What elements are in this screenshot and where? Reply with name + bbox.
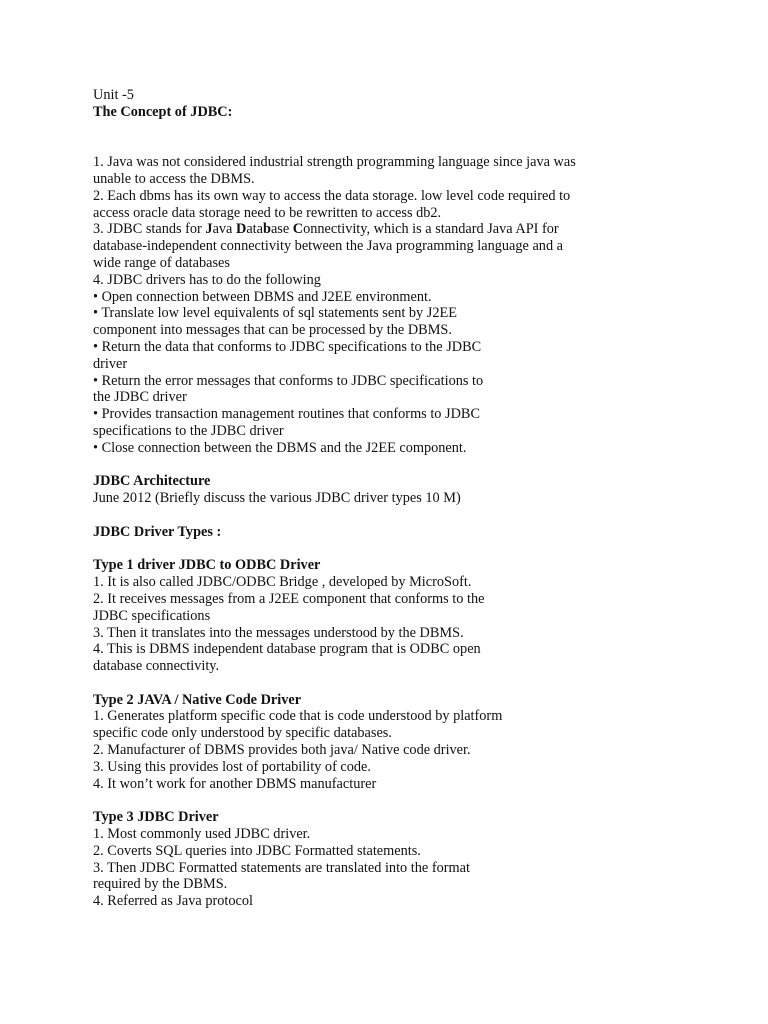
spacer	[93, 792, 653, 809]
type1-point-1: 1. It is also called JDBC/ODBC Bridge , developed by MicroSoft.	[93, 574, 472, 591]
spacer	[93, 675, 653, 692]
bullet-return-data-line-1: • Return the data that conforms to JDBC specifications to the JDBC	[93, 338, 482, 355]
type2-point-4: 4. It won’t work for another DBMS manufacturer	[93, 775, 377, 792]
concept-point-3-line-3: wide range of databases	[93, 254, 230, 271]
type1-point-2-line-1: 2. It receives messages from a J2EE component that conforms to the	[93, 590, 485, 607]
jdbc-word-ase: ase	[270, 221, 293, 238]
acronym-letter-j: J	[205, 221, 213, 238]
jdbc-definition-prefix: 3. JDBC stands for	[93, 221, 206, 238]
unit-label: Unit -5	[93, 87, 134, 103]
concept-point-3-line-2: database-independent connectivity between the Java programming language and a	[93, 238, 564, 255]
bullet-transactions-line-1: • Provides transaction management routines that conforms to JDBC	[93, 406, 480, 423]
concept-point-4: 4. JDBC drivers has to do the following	[93, 271, 321, 288]
type1-point-4-line-1: 4. This is DBMS independent database program that is ODBC open	[93, 641, 481, 658]
document-page	[93, 87, 653, 910]
type1-heading: Type 1 driver JDBC to ODBC Driver	[93, 557, 321, 574]
architecture-exam-note: June 2012 (Briefly discuss the various JDBC driver types 10 M)	[93, 490, 461, 507]
spacer	[93, 121, 653, 155]
jdbc-word-ata: ata	[246, 221, 263, 238]
bullet-return-errors-line-2: the JDBC driver	[93, 389, 187, 406]
bullet-translate-line-1: • Translate low level equivalents of sql statements sent by J2EE	[93, 305, 457, 322]
spacer	[93, 457, 653, 474]
page-title: The Concept of JDBC:	[93, 103, 233, 120]
jdbc-definition-suffix: onnectivity, which is a standard Java API for	[303, 221, 559, 238]
type2-point-2: 2. Manufacturer of DBMS provides both java/ Native code driver.	[93, 742, 471, 759]
acronym-letter-b: b	[262, 221, 271, 238]
type3-point-1: 1. Most commonly used JDBC driver.	[93, 826, 311, 843]
type1-point-3: 3. Then it translates into the messages understood by the DBMS.	[93, 624, 464, 641]
bullet-open-connection: • Open connection between DBMS and J2EE environment.	[93, 288, 432, 305]
acronym-letter-d: D	[235, 221, 247, 238]
bullet-close-connection: • Close connection between the DBMS and the J2EE component.	[93, 439, 467, 456]
type2-point-1-line-2: specific code only understood by specific databases.	[93, 725, 392, 742]
bullet-translate-line-2: component into messages that can be processed by the DBMS.	[93, 322, 452, 339]
type2-point-3: 3. Using this provides lost of portability of code.	[93, 758, 371, 775]
spacer	[93, 541, 653, 558]
bullet-return-errors-line-1: • Return the error messages that conforms to JDBC specifications to	[93, 372, 484, 389]
concept-point-2-line-1: 2. Each dbms has its own way to access the data storage. low level code required to	[93, 187, 571, 204]
type2-heading: Type 2 JAVA / Native Code Driver	[93, 691, 302, 708]
driver-types-heading: JDBC Driver Types :	[93, 523, 222, 540]
type2-point-1-line-1: 1. Generates platform specific code that is code understood by platform	[93, 708, 503, 725]
type1-point-4-line-2: database connectivity.	[93, 658, 220, 675]
jdbc-word-ava: ava	[212, 221, 236, 238]
bullet-return-data-line-2: driver	[93, 355, 128, 372]
type3-point-4: 4. Referred as Java protocol	[93, 893, 253, 910]
type3-point-2: 2. Coverts SQL queries into JDBC Formatted statements.	[93, 842, 421, 859]
acronym-letter-c: C	[292, 221, 304, 238]
concept-point-1-line-1: 1. Java was not considered industrial strength programming language since java was	[93, 154, 576, 171]
architecture-heading: JDBC Architecture	[93, 473, 211, 490]
type3-heading: Type 3 JDBC Driver	[93, 809, 219, 826]
type3-point-3-line-2: required by the DBMS.	[93, 876, 228, 893]
bullet-transactions-line-2: specifications to the JDBC driver	[93, 422, 284, 439]
spacer	[93, 507, 653, 524]
type1-point-2-line-2: JDBC specifications	[93, 607, 211, 624]
concept-point-2-line-2: access oracle data storage need to be rewritten to access db2.	[93, 204, 442, 221]
concept-point-1-line-2: unable to access the DBMS.	[93, 170, 255, 187]
concept-point-3-line-1	[93, 221, 653, 238]
type3-point-3-line-1: 3. Then JDBC Formatted statements are translated into the format	[93, 859, 470, 876]
